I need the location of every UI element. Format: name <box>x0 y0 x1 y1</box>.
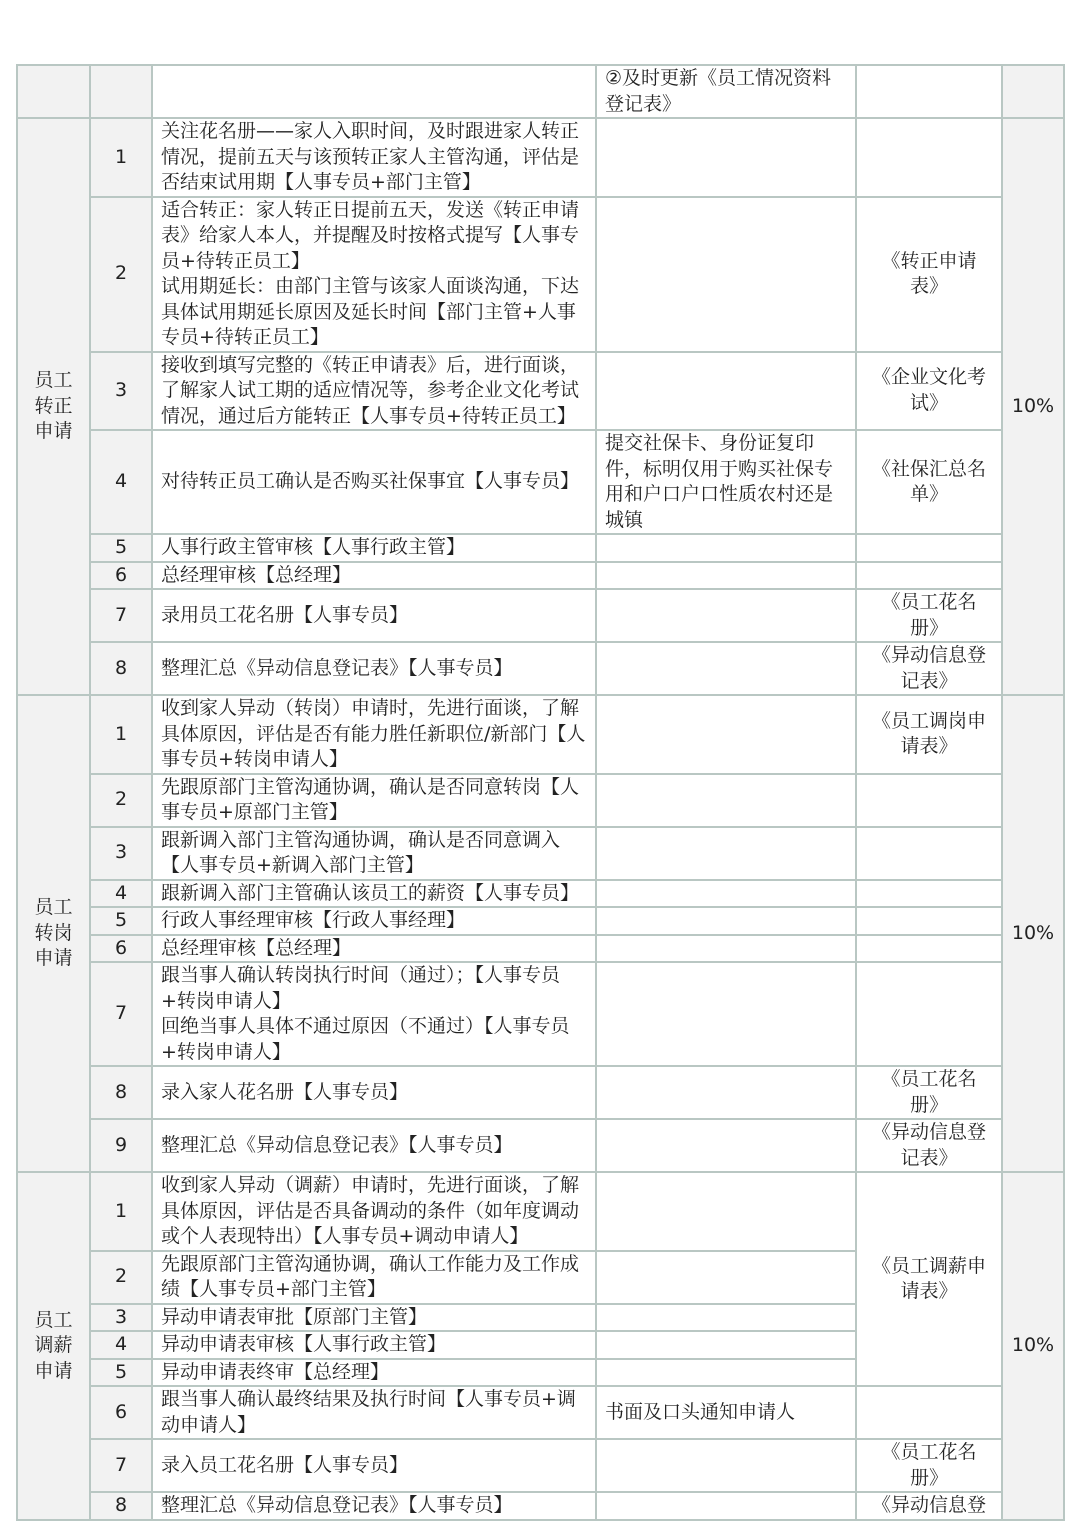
table-row <box>17 589 1064 642</box>
form-name: 《企业文化考 试》 <box>856 352 1002 431</box>
category-label: 员工 转岗 申请 <box>17 695 90 1172</box>
task-text: 先跟原部门主管沟通协调，确认工作能力及工作成绩【人事专员+部门主管】 <box>152 1251 596 1304</box>
form-name: 《员工花名 册》 <box>856 1439 1002 1492</box>
process-table <box>16 64 1065 1521</box>
table-row <box>17 880 1064 908</box>
table-row <box>17 1492 1064 1520</box>
table-row <box>17 935 1064 963</box>
form-name <box>856 774 1002 827</box>
task-text: 总经理审核【总经理】 <box>152 562 596 590</box>
row-note <box>596 774 856 827</box>
form-name <box>856 935 1002 963</box>
row-note <box>596 827 856 880</box>
row-note <box>596 1066 856 1119</box>
step-number: 7 <box>90 1439 152 1492</box>
table-row <box>17 1066 1064 1119</box>
table-row <box>17 65 1064 118</box>
form-name: 《社保汇总名 单》 <box>856 430 1002 534</box>
form-name: 《员工调岗申 请表》 <box>856 695 1002 774</box>
table-row <box>17 1119 1064 1172</box>
row-note <box>596 1331 856 1359</box>
step-number: 4 <box>90 1331 152 1359</box>
step-number: 7 <box>90 962 152 1066</box>
form-name: 《转正申请 表》 <box>856 197 1002 352</box>
step-number: 3 <box>90 352 152 431</box>
task-text: 异动申请表审核【人事行政主管】 <box>152 1331 596 1359</box>
form-name: 《异动信息登 <box>856 1492 1002 1520</box>
row-note: ②及时更新《员工情况资料登记表》 <box>596 65 856 118</box>
task-text: 总经理审核【总经理】 <box>152 935 596 963</box>
row-note <box>596 118 856 197</box>
row-note <box>596 907 856 935</box>
row-note <box>596 1251 856 1304</box>
table-row <box>17 534 1064 562</box>
row-note <box>596 1492 856 1520</box>
row-note <box>596 1304 856 1332</box>
row-note <box>596 935 856 963</box>
step-number: 5 <box>90 1359 152 1387</box>
task-text: 对待转正员工确认是否购买社保事宜【人事专员】 <box>152 430 596 534</box>
step-number: 4 <box>90 880 152 908</box>
task-text: 跟新调入部门主管沟通协调，确认是否同意调入【人事专员+新调入部门主管】 <box>152 827 596 880</box>
form-name <box>856 1386 1002 1439</box>
row-note: 书面及口头通知申请人 <box>596 1386 856 1439</box>
row-note <box>596 589 856 642</box>
table-row <box>17 907 1064 935</box>
table-row <box>17 774 1064 827</box>
table-row <box>17 642 1064 695</box>
step-number: 6 <box>90 562 152 590</box>
form-name <box>856 562 1002 590</box>
table-row <box>17 118 1064 197</box>
task-text: 跟新调入部门主管确认该员工的薪资【人事专员】 <box>152 880 596 908</box>
row-note <box>596 352 856 431</box>
task-text: 适合转正：家人转正日提前五天，发送《转正申请表》给家人本人，并提醒及时按格式提写【人事专员+待转正员工】 试用期延长：由部门主管与该家人面谈沟通，下达具体试用期延长原因及延长时间【部门主管+人事专员+待转正员工】 <box>152 197 596 352</box>
weight-value: 10% <box>1002 695 1064 1172</box>
step-number: 4 <box>90 430 152 534</box>
step-number: 2 <box>90 774 152 827</box>
task-text: 录入家人花名册【人事专员】 <box>152 1066 596 1119</box>
table-row <box>17 430 1064 534</box>
form-name <box>856 907 1002 935</box>
weight-value: 10% <box>1002 1172 1064 1520</box>
row-note <box>596 642 856 695</box>
task-text: 整理汇总《异动信息登记表》【人事专员】 <box>152 1119 596 1172</box>
row-note <box>596 880 856 908</box>
task-text: 跟当事人确认转岗执行时间（通过）；【人事专员+转岗申请人】 回绝当事人具体不通过原因（不通过）【人事专员+转岗申请人】 <box>152 962 596 1066</box>
task-text: 录用员工花名册【人事专员】 <box>152 589 596 642</box>
form-name: 《异动信息登 记表》 <box>856 642 1002 695</box>
step-number: 8 <box>90 1066 152 1119</box>
step-number: 8 <box>90 1492 152 1520</box>
task-text: 先跟原部门主管沟通协调，确认是否同意转岗【人事专员+原部门主管】 <box>152 774 596 827</box>
row-note <box>596 1359 856 1387</box>
task-text: 跟当事人确认最终结果及执行时间【人事专员+调动申请人】 <box>152 1386 596 1439</box>
task-text: 收到家人异动（调薪）申请时，先进行面谈，了解具体原因，评估是否具备调动的条件（如年度调动或个人表现特出）【人事专员+调动申请人】 <box>152 1172 596 1251</box>
category-label: 员工 转正 申请 <box>17 118 90 695</box>
task-text: 行政人事经理审核【行政人事经理】 <box>152 907 596 935</box>
step-number: 1 <box>90 118 152 197</box>
form-name: 《员工花名 册》 <box>856 589 1002 642</box>
row-note <box>596 695 856 774</box>
step-number: 6 <box>90 935 152 963</box>
step-number: 2 <box>90 197 152 352</box>
step-number: 6 <box>90 1386 152 1439</box>
table-row <box>17 827 1064 880</box>
form-name <box>856 880 1002 908</box>
row-note <box>596 1119 856 1172</box>
step-number: 3 <box>90 1304 152 1332</box>
task-text: 关注花名册——家人入职时间，及时跟进家人转正情况，提前五天与该预转正家人主管沟通，评估是否结束试用期【人事专员+部门主管】 <box>152 118 596 197</box>
step-number: 8 <box>90 642 152 695</box>
row-note <box>596 534 856 562</box>
table-row <box>17 197 1064 352</box>
form-name: 《员工花名 册》 <box>856 1066 1002 1119</box>
task-text: 收到家人异动（转岗）申请时，先进行面谈，了解具体原因，评估是否有能力胜任新职位/新部门【人事专员+转岗申请人】 <box>152 695 596 774</box>
form-name: 《员工调薪申 请表》 <box>856 1172 1002 1386</box>
weight-value: 10% <box>1002 118 1064 695</box>
step-number: 2 <box>90 1251 152 1304</box>
task-text: 整理汇总《异动信息登记表》【人事专员】 <box>152 1492 596 1520</box>
table-row <box>17 1172 1064 1251</box>
row-note: 提交社保卡、身份证复印件，标明仅用于购买社保专用和户口户口性质农村还是城镇 <box>596 430 856 534</box>
form-name <box>856 827 1002 880</box>
row-note <box>596 1439 856 1492</box>
task-text: 录入员工花名册【人事专员】 <box>152 1439 596 1492</box>
category-label: 员工 调薪 申请 <box>17 1172 90 1520</box>
form-name <box>856 118 1002 197</box>
row-note <box>596 197 856 352</box>
step-number: 3 <box>90 827 152 880</box>
table-row <box>17 352 1064 431</box>
step-number: 7 <box>90 589 152 642</box>
table-row <box>17 962 1064 1066</box>
row-note <box>596 1172 856 1251</box>
form-name: 《异动信息登 记表》 <box>856 1119 1002 1172</box>
step-number: 9 <box>90 1119 152 1172</box>
step-number: 5 <box>90 534 152 562</box>
table-row <box>17 1386 1064 1439</box>
task-text: 整理汇总《异动信息登记表》【人事专员】 <box>152 642 596 695</box>
form-name <box>856 534 1002 562</box>
step-number: 1 <box>90 1172 152 1251</box>
form-name <box>856 962 1002 1066</box>
row-note <box>596 562 856 590</box>
task-text: 接收到填写完整的《转正申请表》后，进行面谈，了解家人试工期的适应情况等，参考企业文化考试情况，通过后方能转正【人事专员+待转正员工】 <box>152 352 596 431</box>
task-text: 人事行政主管审核【人事行政主管】 <box>152 534 596 562</box>
task-text: 异动申请表终审【总经理】 <box>152 1359 596 1387</box>
table-row <box>17 562 1064 590</box>
table-row <box>17 1439 1064 1492</box>
table-row <box>17 695 1064 774</box>
task-text: 异动申请表审批【原部门主管】 <box>152 1304 596 1332</box>
step-number: 5 <box>90 907 152 935</box>
step-number: 1 <box>90 695 152 774</box>
row-note <box>596 962 856 1066</box>
